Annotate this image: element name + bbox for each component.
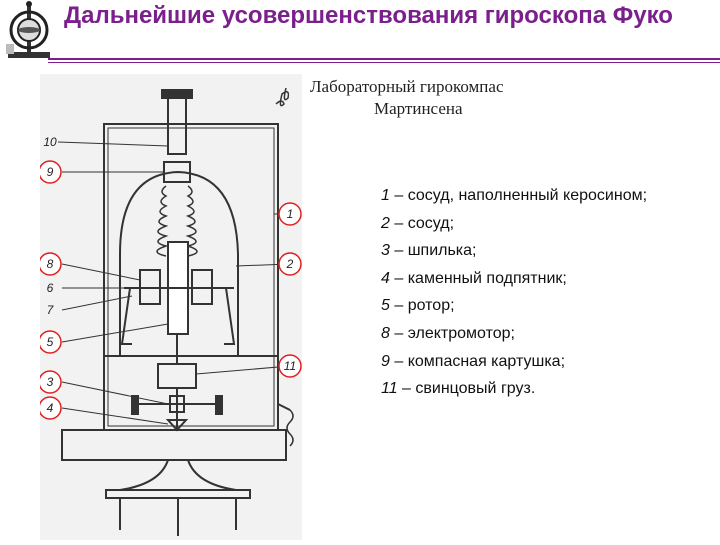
callout-7: 7 [46, 303, 54, 317]
page-title: Дальнейшие усовершенствования гироскопа Фуко [64, 2, 673, 29]
callout-6: 6 [46, 281, 54, 295]
callout-11: 11 [283, 359, 297, 373]
legend-item: 2 – сосуд; [381, 214, 455, 232]
legend-item: 11 – свинцовый груз. [381, 380, 536, 398]
legend-item: 1 – сосуд, наполненный керосином; [381, 187, 648, 204]
gyrocompass-diagram [40, 74, 302, 540]
legend-item: 8 – электромотор; [381, 324, 515, 342]
caption-line-2: Мартинсена [374, 99, 463, 118]
legend-item: 9 – компасная картушка; [381, 352, 566, 370]
parts-legend [381, 184, 647, 405]
callout-8: 8 [46, 257, 54, 271]
callout-10: 10 [43, 135, 57, 149]
callout-2: 2 [286, 257, 294, 271]
figure-caption [310, 76, 570, 120]
callout-1: 1 [286, 207, 294, 221]
caption-line-1: Лабораторный гирокомпас [310, 77, 504, 96]
title-divider [48, 58, 720, 60]
legend-item: 3 – шпилька; [381, 242, 477, 260]
title-divider-thin [48, 62, 720, 63]
legend-item: 4 – каменный подпятник; [381, 269, 567, 287]
callout-3: 3 [46, 375, 54, 389]
legend-item: 5 – ротор; [381, 297, 455, 315]
callout-9: 9 [46, 165, 54, 179]
callout-4: 4 [46, 401, 54, 415]
callout-5: 5 [46, 335, 54, 349]
gyroscope-logo-icon [2, 0, 56, 62]
